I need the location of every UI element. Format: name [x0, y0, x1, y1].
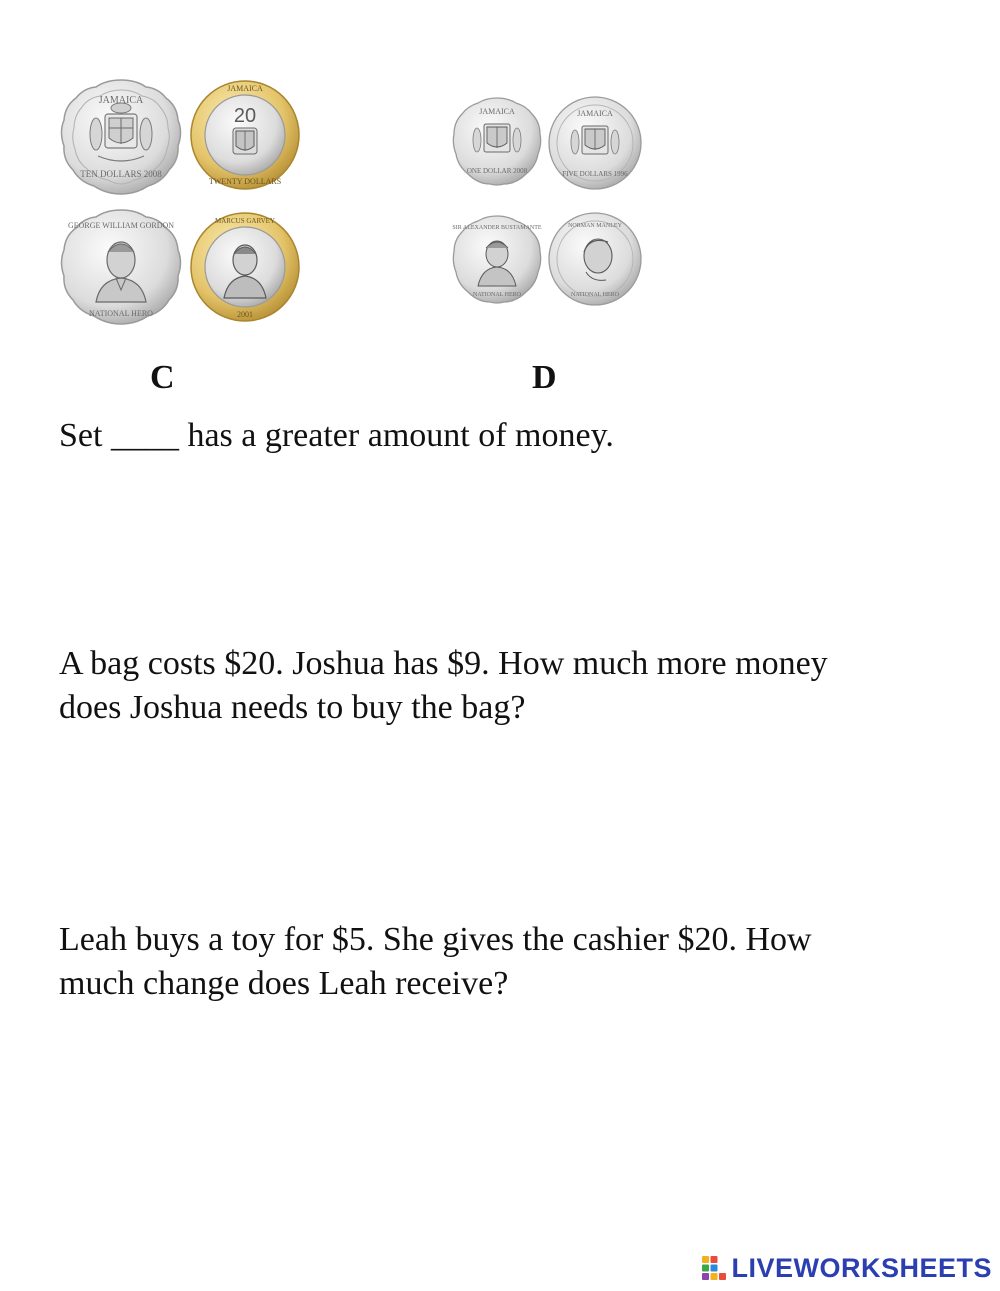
question-toy-line-1: Leah buys a toy for $5. She gives the cashier $20. How	[59, 921, 812, 958]
svg-text:FIVE DOLLARS 1996: FIVE DOLLARS 1996	[562, 170, 628, 178]
svg-text:TWENTY DOLLARS: TWENTY DOLLARS	[208, 177, 282, 186]
question-bag-line-1: A bag costs $20. Joshua has $9. How much more money	[59, 645, 828, 682]
svg-text:NORMAN MANLEY: NORMAN MANLEY	[568, 223, 622, 229]
svg-text:JAMAICA: JAMAICA	[577, 109, 613, 118]
twenty-dollar-coin-image	[188, 78, 302, 192]
svg-text:JAMAICA: JAMAICA	[98, 95, 144, 106]
coin-set-c	[58, 76, 308, 331]
svg-text:20: 20	[233, 105, 257, 127]
svg-text:NATIONAL HERO: NATIONAL HERO	[473, 292, 521, 298]
svg-text:JAMAICA: JAMAICA	[227, 84, 263, 93]
liveworksheets-logo	[701, 1251, 992, 1285]
set-d-label: D	[532, 359, 557, 396]
question-compare-text: Set ____ has a greater amount of money.	[59, 417, 614, 454]
coin-set-d	[450, 94, 650, 309]
question-bag-line-2: does Joshua needs to buy the bag?	[59, 689, 526, 726]
svg-text:ONE DOLLAR 2008: ONE DOLLAR 2008	[466, 167, 528, 175]
svg-text:MARCUS GARVEY: MARCUS GARVEY	[215, 217, 275, 225]
svg-text:NATIONAL HERO: NATIONAL HERO	[571, 292, 619, 298]
twenty-dollar-portrait-coin-image	[188, 210, 302, 324]
five-dollar-coin-image	[546, 94, 644, 192]
ten-dollar-portrait-coin-image	[58, 206, 184, 330]
question-toy-line-2: much change does Leah receive?	[59, 965, 509, 1002]
svg-text:SIR ALEXANDER BUSTAMANTE: SIR ALEXANDER BUSTAMANTE	[452, 225, 542, 231]
liveworksheets-wordmark: LIVEWORKSHEETS	[731, 1252, 992, 1283]
question-toy-change	[59, 918, 939, 1006]
svg-text:NATIONAL HERO: NATIONAL HERO	[89, 309, 153, 318]
svg-text:JAMAICA: JAMAICA	[479, 107, 515, 116]
five-dollar-portrait-coin-image	[546, 210, 644, 308]
liveworksheets-blocks-icon	[701, 1255, 727, 1281]
set-c-label: C	[150, 359, 175, 396]
ten-dollar-coin-image	[58, 76, 184, 200]
one-dollar-coin-image	[450, 94, 544, 188]
svg-text:GEORGE WILLIAM GORDON: GEORGE WILLIAM GORDON	[67, 221, 175, 230]
one-dollar-portrait-coin-image	[450, 212, 544, 306]
question-bag-cost	[59, 642, 939, 730]
question-compare-sets	[59, 414, 939, 458]
svg-text:TEN DOLLARS 2008: TEN DOLLARS 2008	[80, 169, 162, 179]
svg-text:2001: 2001	[237, 310, 253, 319]
